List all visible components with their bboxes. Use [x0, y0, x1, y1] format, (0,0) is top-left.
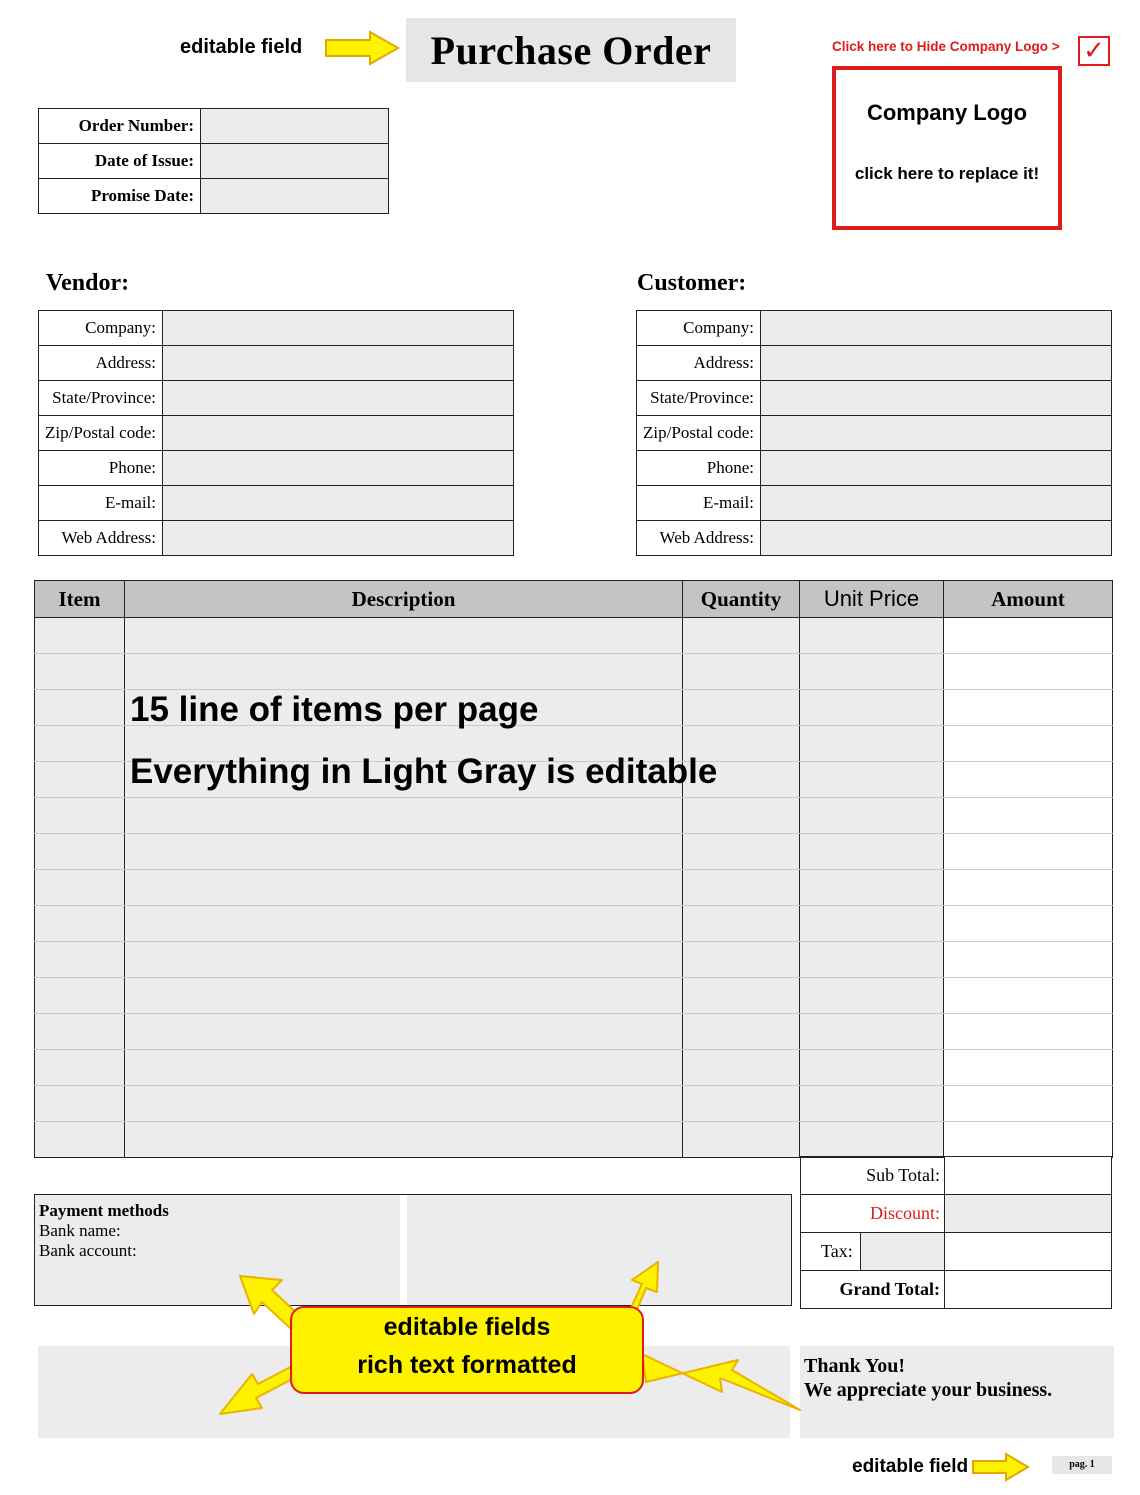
order-number-field[interactable] [201, 109, 389, 144]
amount-cell [944, 870, 1113, 906]
item-cell[interactable] [35, 1086, 125, 1122]
vendor-zip-label: Zip/Postal code: [39, 416, 163, 451]
unit-price-cell[interactable] [800, 1050, 944, 1086]
subtotal-value [945, 1157, 1112, 1195]
column-header-quantity: Quantity [683, 581, 800, 618]
item-cell[interactable] [35, 870, 125, 906]
payment-notes-field[interactable] [407, 1195, 791, 1305]
amount-cell [944, 1086, 1113, 1122]
item-cell[interactable] [35, 654, 125, 690]
description-cell[interactable] [125, 870, 683, 906]
column-header-unit-price: Unit Price [800, 581, 944, 618]
description-cell[interactable] [125, 906, 683, 942]
unit-price-cell[interactable] [800, 798, 944, 834]
item-row [35, 618, 1113, 654]
payment-methods-field[interactable] [35, 1195, 400, 1305]
vendor-phone-label: Phone: [39, 451, 163, 486]
discount-label: Discount: [801, 1195, 945, 1233]
bank-name-label: Bank name: [39, 1221, 121, 1240]
description-cell[interactable] [125, 1050, 683, 1086]
unit-price-cell[interactable] [800, 1086, 944, 1122]
discount-field[interactable] [945, 1195, 1112, 1233]
customer-web-label: Web Address: [637, 521, 761, 556]
grand-total-value [945, 1271, 1112, 1309]
title-field[interactable] [406, 18, 736, 82]
vendor-state-label: State/Province: [39, 381, 163, 416]
description-cell[interactable] [125, 1122, 683, 1158]
item-row [35, 654, 1113, 690]
vendor-title: Vendor: [46, 270, 130, 296]
page-number-field[interactable]: pag. 1 [1052, 1456, 1112, 1474]
bank-account-label: Bank account: [39, 1241, 137, 1260]
unit-price-cell[interactable] [800, 726, 944, 762]
item-cell[interactable] [35, 726, 125, 762]
page-title: Purchase Order [430, 27, 712, 73]
item-row [35, 834, 1113, 870]
quantity-cell[interactable] [683, 1122, 800, 1158]
payment-methods-box [34, 1194, 792, 1306]
description-cell[interactable] [125, 798, 683, 834]
amount-cell [944, 762, 1113, 798]
arrow-right-icon [322, 30, 402, 66]
date-of-issue-field[interactable] [201, 144, 389, 179]
item-row [35, 1050, 1113, 1086]
quantity-cell[interactable] [683, 1050, 800, 1086]
vendor-web-field[interactable] [163, 521, 514, 556]
vendor-table [38, 310, 514, 556]
items-table [34, 580, 1113, 1158]
customer-title: Customer: [637, 270, 747, 296]
quantity-cell[interactable] [683, 870, 800, 906]
description-cell[interactable] [125, 942, 683, 978]
rich-text-callout [290, 1306, 644, 1394]
item-row [35, 906, 1113, 942]
items-per-page-note: 15 line of items per page [130, 690, 539, 729]
logo-title: Company Logo [866, 100, 1028, 125]
unit-price-cell[interactable] [800, 654, 944, 690]
unit-price-cell[interactable] [800, 834, 944, 870]
unit-price-cell[interactable] [800, 906, 944, 942]
amount-cell [944, 906, 1113, 942]
description-cell[interactable] [125, 978, 683, 1014]
callout-line-2: rich text formatted [357, 1351, 577, 1379]
item-cell[interactable] [35, 618, 125, 654]
totals-table [800, 1156, 1112, 1309]
customer-phone-label: Phone: [637, 451, 761, 486]
date-of-issue-label: Date of Issue: [39, 144, 201, 179]
customer-zip-field[interactable] [761, 416, 1112, 451]
vendor-web-label: Web Address: [39, 521, 163, 556]
quantity-cell[interactable] [683, 1014, 800, 1050]
quantity-cell[interactable] [683, 942, 800, 978]
unit-price-cell[interactable] [800, 942, 944, 978]
tax-label: Tax: [801, 1233, 861, 1271]
item-cell[interactable] [35, 1050, 125, 1086]
logo-replace-hint: click here to replace it! [854, 164, 1040, 183]
customer-phone-field[interactable] [761, 451, 1112, 486]
unit-price-cell[interactable] [800, 870, 944, 906]
item-cell[interactable] [35, 1122, 125, 1158]
customer-email-label: E-mail: [637, 486, 761, 521]
customer-address-label: Address: [637, 346, 761, 381]
vendor-phone-field[interactable] [163, 451, 514, 486]
item-cell[interactable] [35, 1014, 125, 1050]
item-row [35, 1014, 1113, 1050]
customer-table [636, 310, 1112, 556]
callout-line-1: editable fields [383, 1313, 551, 1341]
amount-cell [944, 978, 1113, 1014]
item-cell[interactable] [35, 942, 125, 978]
amount-cell [944, 726, 1113, 762]
unit-price-cell[interactable] [800, 618, 944, 654]
customer-company-label: Company: [637, 311, 761, 346]
title-editable-note: editable field [180, 36, 303, 58]
quantity-cell[interactable] [683, 978, 800, 1014]
item-row [35, 870, 1113, 906]
customer-zip-label: Zip/Postal code: [637, 416, 761, 451]
description-cell[interactable] [125, 1014, 683, 1050]
description-cell[interactable] [125, 1086, 683, 1122]
item-cell[interactable] [35, 690, 125, 726]
quantity-cell[interactable] [683, 798, 800, 834]
unit-price-cell[interactable] [800, 978, 944, 1014]
description-cell[interactable] [125, 618, 683, 654]
tax-value [945, 1233, 1112, 1271]
vendor-address-field[interactable] [163, 346, 514, 381]
arrow-right-icon [970, 1452, 1032, 1482]
unit-price-cell[interactable] [800, 1122, 944, 1158]
grand-total-label: Grand Total: [801, 1271, 945, 1309]
item-row [35, 1086, 1113, 1122]
item-cell[interactable] [35, 762, 125, 798]
item-row [35, 978, 1113, 1014]
editable-gray-note: Everything in Light Gray is editable [130, 752, 718, 791]
amount-cell [944, 654, 1113, 690]
item-row [35, 1122, 1113, 1158]
vendor-address-label: Address: [39, 346, 163, 381]
thank-you-line: Thank You! [804, 1355, 905, 1377]
hide-logo-checkbox[interactable]: ✓ [1078, 36, 1110, 66]
amount-cell [944, 690, 1113, 726]
quantity-cell[interactable] [683, 834, 800, 870]
column-header-description: Description [125, 581, 683, 618]
quantity-cell[interactable] [683, 906, 800, 942]
customer-state-label: State/Province: [637, 381, 761, 416]
quantity-cell[interactable] [683, 654, 800, 690]
promise-date-label: Promise Date: [39, 179, 201, 214]
appreciation-line: We appreciate your business. [804, 1379, 1053, 1401]
item-row [35, 942, 1113, 978]
payment-methods-title: Payment methods [39, 1201, 169, 1220]
vendor-zip-field[interactable] [163, 416, 514, 451]
amount-cell [944, 618, 1113, 654]
subtotal-label: Sub Total: [801, 1157, 945, 1195]
unit-price-cell[interactable] [800, 690, 944, 726]
amount-cell [944, 834, 1113, 870]
company-logo-placeholder[interactable] [832, 66, 1062, 230]
quantity-cell[interactable] [683, 618, 800, 654]
amount-cell [944, 798, 1113, 834]
description-cell[interactable] [125, 654, 683, 690]
quantity-cell[interactable] [683, 690, 800, 726]
page-editable-note: editable field [852, 1456, 969, 1477]
quantity-cell[interactable] [683, 1086, 800, 1122]
vendor-company-label: Company: [39, 311, 163, 346]
amount-cell [944, 942, 1113, 978]
amount-cell [944, 1050, 1113, 1086]
vendor-email-field[interactable] [163, 486, 514, 521]
item-row [35, 798, 1113, 834]
item-cell[interactable] [35, 906, 125, 942]
customer-company-field[interactable] [761, 311, 1112, 346]
unit-price-cell[interactable] [800, 1014, 944, 1050]
item-cell[interactable] [35, 834, 125, 870]
item-cell[interactable] [35, 978, 125, 1014]
column-header-item: Item [35, 581, 125, 618]
tax-rate-field[interactable] [861, 1233, 945, 1271]
thank-you-field[interactable] [800, 1346, 1114, 1438]
customer-address-field[interactable] [761, 346, 1112, 381]
order-number-label: Order Number: [39, 109, 201, 144]
hide-logo-link[interactable]: Click here to Hide Company Logo > [832, 39, 1060, 54]
vendor-state-field[interactable] [163, 381, 514, 416]
customer-web-field[interactable] [761, 521, 1112, 556]
item-cell[interactable] [35, 798, 125, 834]
promise-date-field[interactable] [201, 179, 389, 214]
amount-cell [944, 1014, 1113, 1050]
unit-price-cell[interactable] [800, 762, 944, 798]
customer-state-field[interactable] [761, 381, 1112, 416]
column-header-amount: Amount [944, 581, 1113, 618]
vendor-company-field[interactable] [163, 311, 514, 346]
order-info-table [38, 108, 389, 214]
customer-email-field[interactable] [761, 486, 1112, 521]
description-cell[interactable] [125, 834, 683, 870]
amount-cell [944, 1122, 1113, 1158]
vendor-email-label: E-mail: [39, 486, 163, 521]
